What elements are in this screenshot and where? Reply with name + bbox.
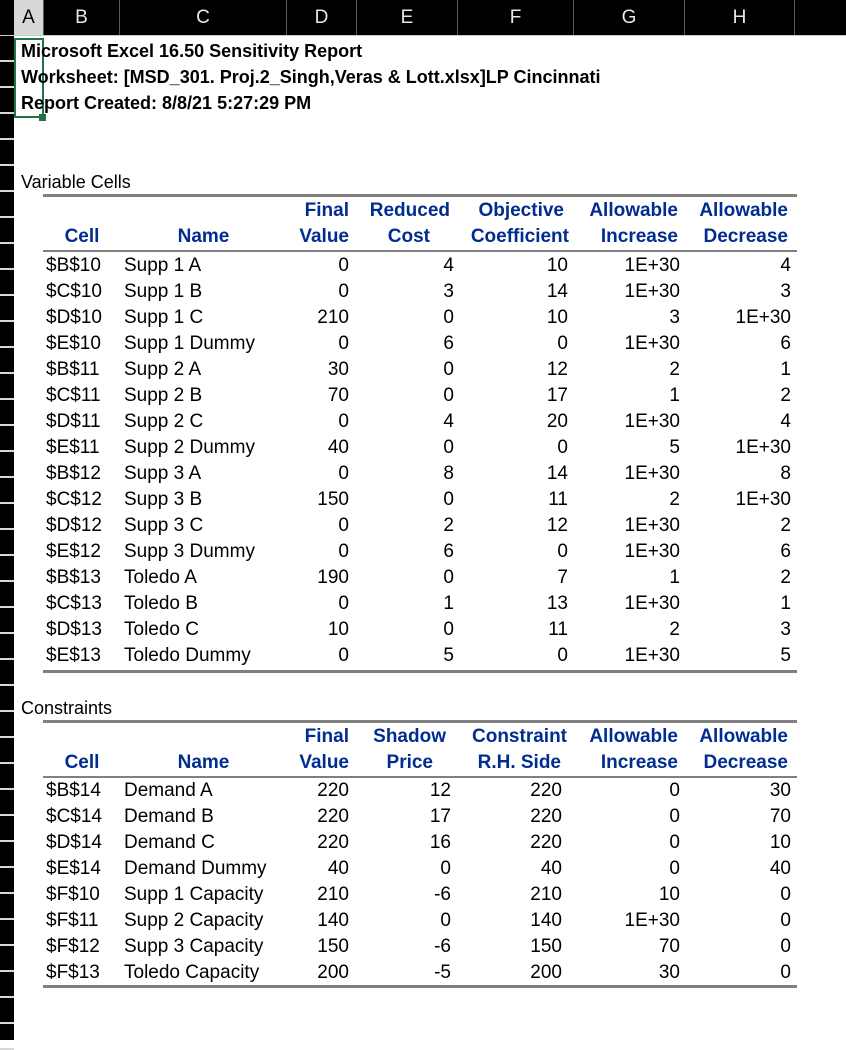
table-cell-col5[interactable]: 0 bbox=[557, 645, 568, 666]
table-row bbox=[0, 882, 846, 908]
table-cell-final-value[interactable]: 200 bbox=[317, 962, 349, 983]
table-cell-col5[interactable]: 0 bbox=[557, 541, 568, 562]
row-header-divider bbox=[0, 684, 14, 686]
table-row bbox=[0, 461, 846, 487]
column-header-g[interactable]: G bbox=[574, 0, 685, 35]
table-cell-col5[interactable]: 17 bbox=[546, 385, 568, 406]
table-cell-allowable-increase[interactable]: 1E+30 bbox=[624, 515, 680, 536]
table-cell-final-value[interactable]: 0 bbox=[338, 463, 349, 484]
table-cell-allowable-decrease[interactable]: 8 bbox=[780, 463, 791, 484]
table-row bbox=[0, 435, 846, 461]
table-cell-allowable-increase[interactable]: 0 bbox=[669, 780, 680, 801]
table-cell-cell-name[interactable]: Supp 3 C bbox=[124, 515, 204, 536]
table-cell-cell-name[interactable]: Toledo Dummy bbox=[124, 645, 251, 666]
table-row bbox=[0, 383, 846, 409]
table-cell-col5[interactable]: 40 bbox=[540, 858, 562, 879]
table-cell-allowable-increase[interactable]: 1 bbox=[669, 385, 680, 406]
table-row bbox=[0, 856, 846, 882]
table-cell-final-value[interactable]: 40 bbox=[327, 437, 349, 458]
cn-header-cell: Cell bbox=[64, 752, 100, 773]
vc-header-coefficient: Coefficient bbox=[470, 226, 569, 247]
table-cell-allowable-increase[interactable]: 1E+30 bbox=[624, 255, 680, 276]
table-cell-cell-ref[interactable]: $E$10 bbox=[46, 333, 101, 354]
table-cell-col4[interactable]: 0 bbox=[443, 385, 454, 406]
table-cell-allowable-increase[interactable]: 70 bbox=[658, 936, 680, 957]
table-cell-col4[interactable]: 0 bbox=[440, 910, 451, 931]
table-row bbox=[0, 513, 846, 539]
table-cell-allowable-decrease[interactable]: 5 bbox=[780, 645, 791, 666]
report-created: Report Created: 8/8/21 5:27:29 PM bbox=[21, 93, 312, 113]
table-cell-cell-ref[interactable]: $D$12 bbox=[46, 515, 102, 536]
table-cell-cell-name[interactable]: Supp 3 Capacity bbox=[124, 936, 264, 957]
table-cell-col4[interactable]: 4 bbox=[443, 411, 454, 432]
table-cell-col5[interactable]: 14 bbox=[546, 463, 568, 484]
cn-header-increase: Increase bbox=[600, 752, 678, 773]
table-cell-cell-name[interactable]: Demand A bbox=[124, 780, 213, 801]
table-cell-cell-ref[interactable]: $D$14 bbox=[46, 832, 102, 853]
table-cell-allowable-decrease[interactable]: 70 bbox=[769, 806, 791, 827]
table-cell-allowable-decrease[interactable]: 4 bbox=[780, 411, 791, 432]
table-cell-cell-name[interactable]: Supp 1 Capacity bbox=[124, 884, 264, 905]
table-cell-col4[interactable]: 5 bbox=[443, 645, 454, 666]
table-cell-allowable-increase[interactable]: 10 bbox=[658, 884, 680, 905]
column-header-e[interactable]: E bbox=[357, 0, 458, 35]
table-cell-allowable-increase[interactable]: 5 bbox=[669, 437, 680, 458]
row-header-divider bbox=[0, 710, 14, 712]
vc-header-reduced: Reduced bbox=[369, 200, 450, 221]
table-cell-cell-name[interactable]: Supp 2 Dummy bbox=[124, 437, 255, 458]
constraints-top-rule bbox=[43, 720, 797, 723]
table-cell-col5[interactable]: 210 bbox=[530, 884, 562, 905]
column-header-c[interactable]: C bbox=[120, 0, 287, 35]
table-cell-col5[interactable]: 220 bbox=[530, 832, 562, 853]
column-header-a[interactable]: A bbox=[14, 0, 44, 35]
vc-header-name: Name bbox=[177, 226, 230, 247]
table-cell-cell-name[interactable]: Supp 3 Dummy bbox=[124, 541, 255, 562]
table-cell-allowable-increase[interactable]: 30 bbox=[658, 962, 680, 983]
table-cell-allowable-decrease[interactable]: 40 bbox=[769, 858, 791, 879]
table-cell-cell-ref[interactable]: $F$10 bbox=[46, 884, 100, 905]
table-row bbox=[0, 409, 846, 435]
table-row bbox=[0, 305, 846, 331]
table-cell-cell-ref[interactable]: $F$11 bbox=[46, 910, 99, 931]
column-header-d[interactable]: D bbox=[287, 0, 357, 35]
table-row bbox=[0, 487, 846, 513]
table-cell-allowable-increase[interactable]: 1E+30 bbox=[624, 645, 680, 666]
table-cell-final-value[interactable]: 0 bbox=[338, 255, 349, 276]
table-cell-col5[interactable]: 220 bbox=[530, 780, 562, 801]
row-header-divider bbox=[0, 86, 14, 88]
table-cell-col4[interactable]: 17 bbox=[429, 806, 451, 827]
table-cell-final-value[interactable]: 40 bbox=[327, 858, 349, 879]
table-cell-col4[interactable]: 8 bbox=[443, 463, 454, 484]
table-cell-final-value[interactable]: 220 bbox=[317, 780, 349, 801]
table-cell-col5[interactable]: 11 bbox=[548, 489, 568, 510]
table-cell-cell-ref[interactable]: $D$11 bbox=[46, 411, 101, 432]
vc-header-objective: Objective bbox=[478, 200, 564, 221]
row-header-divider bbox=[0, 242, 14, 244]
table-cell-cell-name[interactable]: Supp 1 C bbox=[124, 307, 204, 328]
table-cell-final-value[interactable]: 220 bbox=[317, 806, 349, 827]
table-cell-allowable-decrease[interactable]: 1E+30 bbox=[735, 489, 791, 510]
table-cell-col4[interactable]: 16 bbox=[429, 832, 451, 853]
column-header-f[interactable]: F bbox=[458, 0, 574, 35]
table-cell-cell-ref[interactable]: $B$14 bbox=[46, 780, 101, 801]
table-cell-allowable-decrease[interactable]: 2 bbox=[780, 385, 791, 406]
table-cell-col4[interactable]: 0 bbox=[440, 858, 451, 879]
table-cell-final-value[interactable]: 0 bbox=[338, 333, 349, 354]
table-cell-col4[interactable]: 0 bbox=[443, 619, 454, 640]
table-cell-col5[interactable]: 200 bbox=[530, 962, 562, 983]
table-cell-allowable-decrease[interactable]: 1E+30 bbox=[735, 437, 791, 458]
table-cell-cell-name[interactable]: Supp 3 B bbox=[124, 489, 203, 510]
table-cell-allowable-increase[interactable]: 1E+30 bbox=[624, 463, 680, 484]
table-cell-cell-name[interactable]: Supp 2 A bbox=[124, 359, 202, 380]
table-cell-final-value[interactable]: 10 bbox=[327, 619, 349, 640]
table-cell-final-value[interactable]: 0 bbox=[338, 593, 349, 614]
table-cell-allowable-increase[interactable]: 1E+30 bbox=[624, 281, 680, 302]
table-cell-allowable-increase[interactable]: 1E+30 bbox=[624, 593, 680, 614]
fill-handle[interactable] bbox=[39, 114, 46, 121]
table-cell-col4[interactable]: 0 bbox=[443, 359, 454, 380]
table-cell-col4[interactable]: 0 bbox=[443, 567, 454, 588]
variable-cells-top-rule bbox=[43, 194, 797, 197]
row-header-divider bbox=[0, 1022, 14, 1024]
cn-header-rhs: R.H. Side bbox=[477, 752, 561, 773]
table-cell-col5[interactable]: 150 bbox=[530, 936, 562, 957]
cn-header-decrease: Decrease bbox=[703, 752, 788, 773]
table-cell-cell-ref[interactable]: $F$13 bbox=[46, 962, 100, 983]
table-row bbox=[0, 357, 846, 383]
table-cell-allowable-decrease[interactable]: 2 bbox=[780, 567, 791, 588]
table-cell-col5[interactable]: 10 bbox=[546, 307, 568, 328]
table-cell-col4[interactable]: 2 bbox=[443, 515, 454, 536]
table-row bbox=[0, 804, 846, 830]
table-cell-col5[interactable]: 0 bbox=[557, 437, 568, 458]
table-cell-cell-ref[interactable]: $C$11 bbox=[46, 385, 101, 406]
variable-cells-label: Variable Cells bbox=[21, 172, 131, 192]
table-cell-allowable-decrease[interactable]: 2 bbox=[780, 515, 791, 536]
table-cell-col4[interactable]: 6 bbox=[443, 541, 454, 562]
table-cell-final-value[interactable]: 0 bbox=[338, 645, 349, 666]
row-header-divider bbox=[0, 164, 14, 166]
vc-header-increase: Increase bbox=[600, 226, 678, 247]
table-cell-final-value[interactable]: 0 bbox=[338, 515, 349, 536]
table-cell-allowable-increase[interactable]: 2 bbox=[669, 619, 680, 640]
table-cell-allowable-decrease[interactable]: 30 bbox=[769, 780, 791, 801]
table-cell-allowable-decrease[interactable]: 1E+30 bbox=[735, 307, 791, 328]
cn-header-name: Name bbox=[177, 752, 230, 773]
row-header-divider bbox=[0, 216, 14, 218]
table-cell-allowable-increase[interactable]: 0 bbox=[669, 858, 680, 879]
row-header-divider bbox=[0, 996, 14, 998]
table-cell-allowable-increase[interactable]: 1E+30 bbox=[624, 333, 680, 354]
constraints-bottom-rule bbox=[43, 985, 797, 988]
table-cell-allowable-decrease[interactable]: 0 bbox=[780, 962, 791, 983]
table-cell-final-value[interactable]: 0 bbox=[338, 411, 349, 432]
table-cell-allowable-increase[interactable]: 1 bbox=[669, 567, 680, 588]
table-cell-cell-ref[interactable]: $C$14 bbox=[46, 806, 102, 827]
table-cell-cell-ref[interactable]: $B$10 bbox=[46, 255, 101, 276]
table-row bbox=[0, 960, 846, 986]
table-cell-cell-name[interactable]: Supp 2 Capacity bbox=[124, 910, 264, 931]
table-cell-final-value[interactable]: 190 bbox=[317, 567, 349, 588]
table-cell-col4[interactable]: 4 bbox=[443, 255, 454, 276]
table-cell-allowable-increase[interactable]: 2 bbox=[669, 359, 680, 380]
table-cell-cell-ref[interactable]: $E$11 bbox=[46, 437, 100, 458]
table-cell-final-value[interactable]: 0 bbox=[338, 541, 349, 562]
table-cell-cell-name[interactable]: Supp 1 A bbox=[124, 255, 202, 276]
row-header-divider bbox=[0, 762, 14, 764]
table-row bbox=[0, 253, 846, 279]
table-cell-final-value[interactable]: 220 bbox=[317, 832, 349, 853]
cn-header-allow-dec: Allowable bbox=[699, 726, 788, 747]
vc-header-allow-inc: Allowable bbox=[589, 200, 678, 221]
vc-header-cell: Cell bbox=[64, 226, 100, 247]
table-row bbox=[0, 279, 846, 305]
table-cell-allowable-decrease[interactable]: 4 bbox=[780, 255, 791, 276]
report-title: Microsoft Excel 16.50 Sensitivity Report bbox=[21, 41, 363, 61]
table-cell-col4[interactable]: -5 bbox=[434, 962, 451, 983]
table-cell-allowable-decrease[interactable]: 6 bbox=[780, 541, 791, 562]
table-cell-cell-ref[interactable]: $E$13 bbox=[46, 645, 101, 666]
table-cell-allowable-decrease[interactable]: 6 bbox=[780, 333, 791, 354]
table-row bbox=[0, 643, 846, 669]
table-cell-col4[interactable]: -6 bbox=[434, 884, 451, 905]
cn-header-constraint: Constraint bbox=[472, 726, 567, 747]
table-cell-allowable-increase[interactable]: 3 bbox=[669, 307, 680, 328]
table-cell-col5[interactable]: 0 bbox=[557, 333, 568, 354]
table-cell-cell-ref[interactable]: $C$12 bbox=[46, 489, 102, 510]
table-cell-col5[interactable]: 11 bbox=[548, 619, 568, 640]
table-cell-cell-ref[interactable]: $E$12 bbox=[46, 541, 101, 562]
table-cell-cell-ref[interactable]: $D$13 bbox=[46, 619, 102, 640]
table-cell-cell-ref[interactable]: $E$14 bbox=[46, 858, 101, 879]
table-row bbox=[0, 591, 846, 617]
table-cell-cell-name[interactable]: Demand C bbox=[124, 832, 215, 853]
table-cell-col4[interactable]: 6 bbox=[443, 333, 454, 354]
table-cell-col4[interactable]: 12 bbox=[429, 780, 451, 801]
table-cell-allowable-increase[interactable]: 0 bbox=[669, 806, 680, 827]
table-cell-col4[interactable]: 1 bbox=[443, 593, 454, 614]
table-cell-allowable-decrease[interactable]: 0 bbox=[780, 884, 791, 905]
column-header-i[interactable] bbox=[795, 0, 846, 35]
cn-header-allow-inc: Allowable bbox=[589, 726, 678, 747]
table-cell-col4[interactable]: 0 bbox=[443, 307, 454, 328]
table-cell-col5[interactable]: 12 bbox=[546, 515, 568, 536]
table-cell-col5[interactable]: 20 bbox=[546, 411, 568, 432]
table-row bbox=[0, 934, 846, 960]
column-header-bar bbox=[0, 0, 846, 36]
table-cell-cell-name[interactable]: Toledo B bbox=[124, 593, 198, 614]
vc-header-decrease: Decrease bbox=[703, 226, 788, 247]
table-cell-cell-ref[interactable]: $D$10 bbox=[46, 307, 102, 328]
row-header-divider bbox=[0, 138, 14, 140]
column-header-b[interactable]: B bbox=[44, 0, 120, 35]
table-cell-final-value[interactable]: 210 bbox=[317, 307, 349, 328]
table-cell-col4[interactable]: 0 bbox=[443, 437, 454, 458]
table-cell-final-value[interactable]: 30 bbox=[327, 359, 349, 380]
cn-header-final: Final bbox=[304, 726, 349, 747]
table-cell-allowable-decrease[interactable]: 1 bbox=[780, 359, 791, 380]
table-cell-col4[interactable]: -6 bbox=[434, 936, 451, 957]
table-row bbox=[0, 908, 846, 934]
table-cell-col5[interactable]: 14 bbox=[546, 281, 568, 302]
table-cell-allowable-increase[interactable]: 1E+30 bbox=[624, 541, 680, 562]
row-header-divider bbox=[0, 190, 14, 192]
cn-header-price: Price bbox=[386, 752, 433, 773]
table-cell-allowable-increase[interactable]: 1E+30 bbox=[624, 411, 680, 432]
table-cell-allowable-decrease[interactable]: 0 bbox=[780, 936, 791, 957]
table-cell-cell-name[interactable]: Toledo C bbox=[124, 619, 199, 640]
table-cell-cell-name[interactable]: Demand B bbox=[124, 806, 214, 827]
table-cell-cell-name[interactable]: Toledo Capacity bbox=[124, 962, 260, 983]
table-cell-allowable-decrease[interactable]: 1 bbox=[780, 593, 791, 614]
table-cell-cell-ref[interactable]: $B$13 bbox=[46, 567, 101, 588]
table-cell-col5[interactable]: 10 bbox=[546, 255, 568, 276]
table-cell-cell-ref[interactable]: $B$11 bbox=[46, 359, 100, 380]
table-cell-col5[interactable]: 12 bbox=[546, 359, 568, 380]
table-cell-col4[interactable]: 3 bbox=[443, 281, 454, 302]
table-cell-cell-name[interactable]: Supp 1 B bbox=[124, 281, 203, 302]
table-cell-col5[interactable]: 140 bbox=[530, 910, 562, 931]
vc-header-allow-dec: Allowable bbox=[699, 200, 788, 221]
table-cell-cell-name[interactable]: Supp 2 C bbox=[124, 411, 204, 432]
table-cell-cell-name[interactable]: Supp 1 Dummy bbox=[124, 333, 255, 354]
vc-header-final-value: Value bbox=[299, 226, 349, 247]
variable-cells-header-rule bbox=[43, 250, 797, 252]
table-row bbox=[0, 830, 846, 856]
table-row bbox=[0, 565, 846, 591]
table-cell-final-value[interactable]: 140 bbox=[317, 910, 349, 931]
table-cell-cell-ref[interactable]: $B$12 bbox=[46, 463, 101, 484]
row-header-divider bbox=[0, 60, 14, 62]
table-row bbox=[0, 778, 846, 804]
table-cell-allowable-increase[interactable]: 0 bbox=[669, 832, 680, 853]
table-cell-final-value[interactable]: 150 bbox=[317, 936, 349, 957]
vc-header-cost: Cost bbox=[387, 226, 430, 247]
table-row bbox=[0, 617, 846, 643]
report-worksheet: Worksheet: [MSD_301. Proj.2_Singh,Veras & Lott.xlsx]LP Cincinnati bbox=[21, 67, 601, 87]
table-cell-cell-name[interactable]: Toledo A bbox=[124, 567, 197, 588]
cn-header-shadow: Shadow bbox=[373, 726, 446, 747]
table-cell-cell-ref[interactable]: $C$13 bbox=[46, 593, 102, 614]
table-cell-allowable-decrease[interactable]: 10 bbox=[769, 832, 791, 853]
table-cell-allowable-decrease[interactable]: 0 bbox=[780, 910, 791, 931]
table-cell-cell-name[interactable]: Demand Dummy bbox=[124, 858, 267, 879]
table-cell-cell-ref[interactable]: $C$10 bbox=[46, 281, 102, 302]
variable-cells-bottom-rule bbox=[43, 670, 797, 673]
table-cell-cell-ref[interactable]: $F$12 bbox=[46, 936, 100, 957]
table-cell-allowable-decrease[interactable]: 3 bbox=[780, 619, 791, 640]
table-cell-col5[interactable]: 220 bbox=[530, 806, 562, 827]
table-cell-final-value[interactable]: 70 bbox=[327, 385, 349, 406]
table-cell-allowable-increase[interactable]: 2 bbox=[669, 489, 680, 510]
table-row bbox=[0, 539, 846, 565]
cn-header-final-value: Value bbox=[299, 752, 349, 773]
table-cell-allowable-increase[interactable]: 1E+30 bbox=[624, 910, 680, 931]
column-header-h[interactable]: H bbox=[685, 0, 795, 35]
table-row bbox=[0, 331, 846, 357]
table-cell-cell-name[interactable]: Supp 2 B bbox=[124, 385, 203, 406]
vc-header-final: Final bbox=[304, 200, 349, 221]
row-header-divider bbox=[0, 736, 14, 738]
table-cell-col5[interactable]: 13 bbox=[546, 593, 568, 614]
table-cell-final-value[interactable]: 150 bbox=[317, 489, 349, 510]
row-header-divider bbox=[0, 112, 14, 114]
table-cell-final-value[interactable]: 0 bbox=[338, 281, 349, 302]
table-cell-cell-name[interactable]: Supp 3 A bbox=[124, 463, 202, 484]
table-cell-allowable-decrease[interactable]: 3 bbox=[780, 281, 791, 302]
table-cell-final-value[interactable]: 210 bbox=[317, 884, 349, 905]
constraints-label: Constraints bbox=[21, 698, 113, 718]
table-cell-col5[interactable]: 7 bbox=[557, 567, 568, 588]
table-cell-col4[interactable]: 0 bbox=[443, 489, 454, 510]
